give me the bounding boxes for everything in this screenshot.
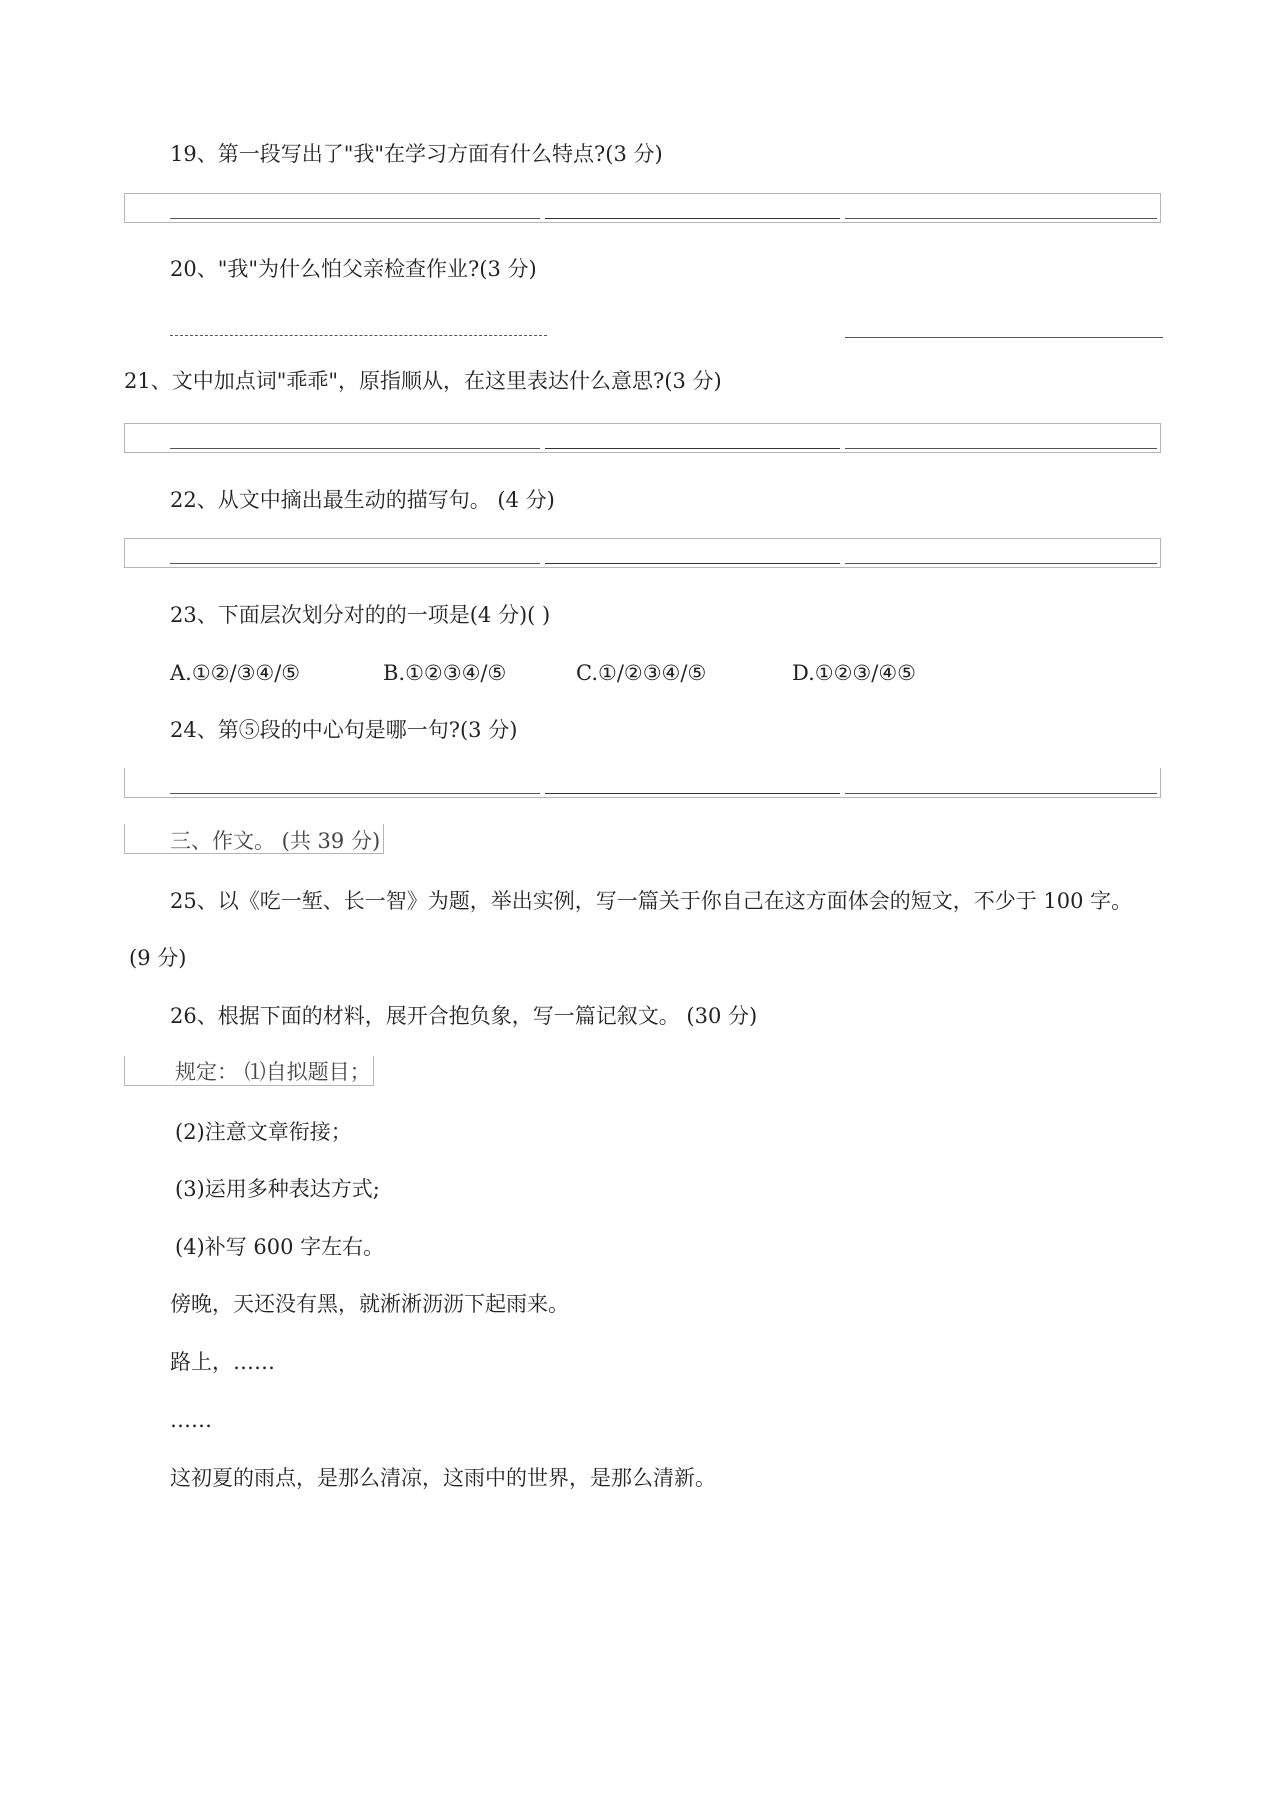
material-line-2: 路上，……	[170, 1350, 275, 1374]
option-c[interactable]: C.①/②③④/⑤	[576, 661, 707, 685]
answer-line-19a	[170, 218, 540, 219]
question-25-line1: 25、以《吃一堑、长一智》为题，举出实例，写一篇关于你自己在这方面体会的短文，不少于 100 字。	[170, 889, 1133, 913]
material-line-4: 这初夏的雨点，是那么清凉，这雨中的世界，是那么清新。	[170, 1466, 716, 1490]
question-23: 23、下面层次划分对的的一项是(4 分)( )	[170, 603, 551, 627]
question-21: 21、文中加点词"乖乖"，原指顺从，在这里表达什么意思?(3 分)	[124, 369, 722, 393]
option-a[interactable]: A.①②/③④/⑤	[170, 661, 301, 685]
question-22: 22、从文中摘出最生动的描写句。 (4 分)	[170, 488, 555, 512]
rule-4: (4)补写 600 字左右。	[175, 1235, 385, 1259]
question-19: 19、第一段写出了"我"在学习方面有什么特点?(3 分)	[170, 142, 663, 166]
option-d[interactable]: D.①②③/④⑤	[792, 661, 916, 685]
option-b[interactable]: B.①②③④/⑤	[383, 661, 507, 685]
material-line-3: ……	[170, 1408, 212, 1432]
answer-line-21c	[845, 448, 1157, 449]
answer-line-20a[interactable]	[170, 335, 547, 336]
answer-line-21a	[170, 448, 540, 449]
answer-line-22c	[845, 563, 1157, 564]
answer-line-24c	[845, 793, 1157, 794]
question-25-line2: (9 分)	[129, 946, 187, 970]
section-3-title: 三、作文。 (共 39 分)	[170, 829, 381, 853]
answer-line-20b[interactable]	[845, 337, 1163, 338]
question-20: 20、"我"为什么怕父亲检查作业?(3 分)	[170, 257, 537, 281]
rule-2: (2)注意文章衔接；	[175, 1120, 352, 1144]
section-title-box-edge	[382, 824, 384, 854]
rule-3: (3)运用多种表达方式;	[175, 1177, 380, 1201]
answer-line-21b	[545, 448, 840, 449]
question-26: 26、根据下面的材料，展开合抱负象，写一篇记叙文。 (30 分)	[170, 1004, 758, 1028]
answer-line-19b	[545, 218, 840, 219]
answer-line-24a	[170, 793, 540, 794]
answer-line-22b	[545, 563, 840, 564]
answer-line-24b	[545, 793, 840, 794]
question-24: 24、第⑤段的中心句是哪一句?(3 分)	[170, 718, 518, 742]
material-line-1: 傍晚，天还没有黑，就淅淅沥沥下起雨来。	[170, 1292, 569, 1316]
rule-1: 规定： ⑴自拟题目；	[175, 1060, 371, 1084]
answer-line-19c	[845, 218, 1157, 219]
answer-line-22a	[170, 563, 540, 564]
